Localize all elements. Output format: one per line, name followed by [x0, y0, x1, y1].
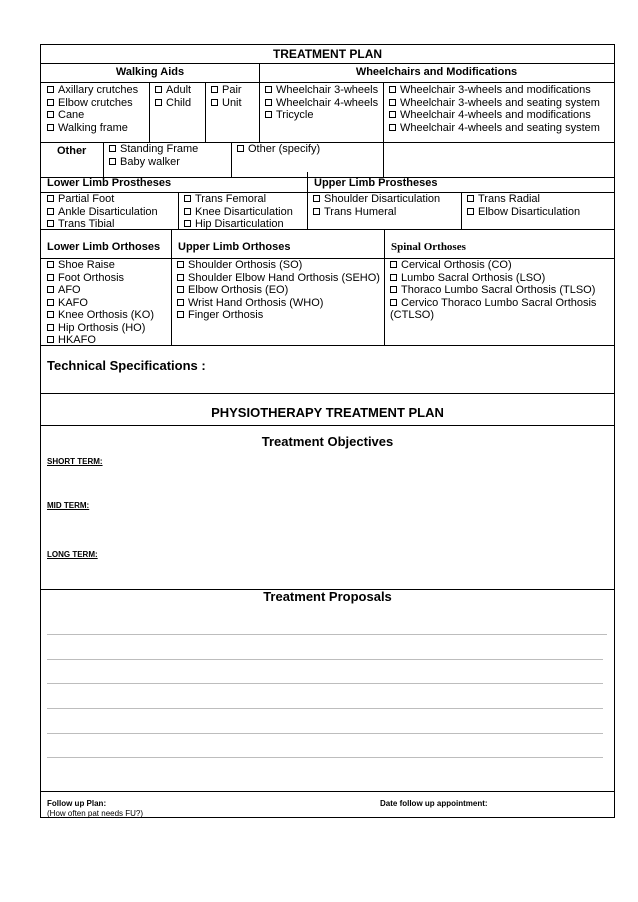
walking-aids-age [155, 84, 191, 109]
empty-checkbox-icon[interactable] [467, 195, 474, 202]
upper-limb-orthoses-list [177, 259, 380, 322]
empty-checkbox-icon[interactable] [47, 208, 54, 215]
empty-checkbox-icon[interactable] [177, 274, 184, 281]
empty-checkbox-icon[interactable] [265, 111, 272, 118]
option-wc4-seating[interactable]: Wheelchair 4-wheels and seating system [389, 122, 600, 135]
empty-checkbox-icon[interactable] [47, 336, 54, 343]
short-term-label: SHORT TERM: [47, 457, 103, 466]
empty-checkbox-icon[interactable] [177, 299, 184, 306]
option-knee-orthosis[interactable]: Knee Orthosis (KO) [47, 309, 154, 322]
option-ankle-disarticulation[interactable]: Ankle Disarticulation [47, 206, 158, 219]
empty-checkbox-icon[interactable] [47, 299, 54, 306]
wheelchair-modifications [389, 84, 600, 134]
option-cervical-orthosis[interactable]: Cervical Orthosis (CO) [390, 259, 596, 272]
treatment-objectives-title: Treatment Objectives [261, 434, 394, 449]
empty-checkbox-icon[interactable] [390, 299, 397, 306]
other-items [109, 143, 198, 168]
option-elbow-crutches[interactable]: Elbow crutches [47, 97, 138, 110]
empty-checkbox-icon[interactable] [390, 261, 397, 268]
empty-checkbox-icon[interactable] [109, 145, 116, 152]
empty-checkbox-icon[interactable] [177, 311, 184, 318]
option-child[interactable]: Child [155, 97, 191, 110]
option-wrist-hand-orthosis[interactable]: Wrist Hand Orthosis (WHO) [177, 297, 380, 310]
option-elbow-disarticulation[interactable]: Elbow Disarticulation [467, 206, 580, 219]
wheelchairs-header: Wheelchairs and Modifications [355, 66, 518, 78]
lower-limb-orthoses-list [47, 259, 154, 347]
empty-checkbox-icon[interactable] [47, 220, 54, 227]
empty-checkbox-icon[interactable] [184, 220, 191, 227]
option-wc4-modifications[interactable]: Wheelchair 4-wheels and modifications [389, 109, 600, 122]
lower-limb-prostheses-col2 [184, 193, 293, 231]
option-baby-walker[interactable]: Baby walker [109, 156, 198, 169]
option-hip-disarticulation[interactable]: Hip Disarticulation [184, 218, 293, 231]
walking-aids-types [47, 84, 138, 134]
option-walking-frame[interactable]: Walking frame [47, 122, 138, 135]
option-afo[interactable]: AFO [47, 284, 154, 297]
empty-checkbox-icon[interactable] [47, 286, 54, 293]
empty-checkbox-icon[interactable] [47, 99, 54, 106]
option-tricycle[interactable]: Tricycle [265, 109, 378, 122]
option-partial-foot[interactable]: Partial Foot [47, 193, 158, 206]
option-seho[interactable]: Shoulder Elbow Hand Orthosis (SEHO) [177, 272, 380, 285]
proposal-line[interactable] [47, 733, 603, 734]
empty-checkbox-icon[interactable] [184, 208, 191, 215]
option-unit[interactable]: Unit [211, 97, 242, 110]
empty-checkbox-icon[interactable] [211, 99, 218, 106]
upper-limb-prostheses-col1 [313, 193, 440, 218]
option-trans-radial[interactable]: Trans Radial [467, 193, 580, 206]
option-wheelchair-3-wheels[interactable]: Wheelchair 3-wheels [265, 84, 378, 97]
follow-up-plan-hint: (How often pat needs FU?) [47, 809, 144, 818]
treatment-proposals-title: Treatment Proposals [263, 589, 392, 604]
proposal-line[interactable] [47, 757, 603, 758]
option-trans-femoral[interactable]: Trans Femoral [184, 193, 293, 206]
option-ctlso[interactable]: Cervico Thoraco Lumbo Sacral Orthosis [390, 297, 596, 310]
option-wc3-seating[interactable]: Wheelchair 3-wheels and seating system [389, 97, 600, 110]
empty-checkbox-icon[interactable] [47, 311, 54, 318]
option-shoe-raise[interactable]: Shoe Raise [47, 259, 154, 272]
proposal-line[interactable] [47, 683, 603, 684]
follow-up-date-label: Date follow up appointment: [380, 799, 488, 808]
empty-checkbox-icon[interactable] [184, 195, 191, 202]
empty-checkbox-icon[interactable] [389, 86, 396, 93]
empty-checkbox-icon[interactable] [265, 86, 272, 93]
follow-up-plan-label: Follow up Plan: [47, 799, 107, 808]
long-term-label: LONG TERM: [47, 550, 98, 559]
empty-checkbox-icon[interactable] [237, 145, 244, 152]
lower-limb-prostheses-header: Lower Limb Prostheses [47, 177, 172, 189]
option-shoulder-disarticulation[interactable]: Shoulder Disarticulation [313, 193, 440, 206]
empty-checkbox-icon[interactable] [390, 286, 397, 293]
lower-limb-prostheses-col1 [47, 193, 158, 231]
option-standing-frame[interactable]: Standing Frame [109, 143, 198, 156]
option-trans-tibial[interactable]: Trans Tibial [47, 218, 158, 231]
option-wc3-modifications[interactable]: Wheelchair 3-wheels and modifications [389, 84, 600, 97]
option-elbow-orthosis[interactable]: Elbow Orthosis (EO) [177, 284, 380, 297]
option-wheelchair-4-wheels[interactable]: Wheelchair 4-wheels [265, 97, 378, 110]
upper-limb-orthoses-header: Upper Limb Orthoses [178, 241, 291, 253]
empty-checkbox-icon[interactable] [211, 86, 218, 93]
option-adult[interactable]: Adult [155, 84, 191, 97]
empty-checkbox-icon[interactable] [389, 124, 396, 131]
option-tlso[interactable]: Thoraco Lumbo Sacral Orthosis (TLSO) [390, 284, 596, 297]
walking-aids-header: Walking Aids [115, 66, 185, 78]
treatment-plan-form [40, 44, 615, 818]
option-axillary-crutches[interactable]: Axillary crutches [47, 84, 138, 97]
proposal-line[interactable] [47, 659, 603, 660]
option-hip-orthosis[interactable]: Hip Orthosis (HO) [47, 322, 154, 335]
option-shoulder-orthosis[interactable]: Shoulder Orthosis (SO) [177, 259, 380, 272]
upper-limb-prostheses-col2 [467, 193, 580, 218]
empty-checkbox-icon[interactable] [109, 158, 116, 165]
empty-checkbox-icon[interactable] [47, 274, 54, 281]
empty-checkbox-icon[interactable] [155, 86, 162, 93]
empty-checkbox-icon[interactable] [177, 286, 184, 293]
empty-checkbox-icon[interactable] [47, 324, 54, 331]
empty-checkbox-icon[interactable] [467, 208, 474, 215]
option-ctlso-abbrev: (CTLSO) [390, 309, 434, 321]
option-kafo[interactable]: KAFO [47, 297, 154, 310]
physiotherapy-title: PHYSIOTHERAPY TREATMENT PLAN [211, 405, 444, 420]
empty-checkbox-icon[interactable] [265, 99, 272, 106]
option-finger-orthosis[interactable]: Finger Orthosis [177, 309, 380, 322]
option-foot-orthosis[interactable]: Foot Orthosis [47, 272, 154, 285]
lower-limb-orthoses-header: Lower Limb Orthoses [47, 241, 161, 253]
proposal-line[interactable] [47, 708, 603, 709]
empty-checkbox-icon[interactable] [47, 86, 54, 93]
technical-specifications-label: Technical Specifications : [47, 358, 206, 373]
upper-limb-prostheses-header: Upper Limb Prostheses [314, 177, 438, 189]
option-pair[interactable]: Pair [211, 84, 242, 97]
spinal-orthoses-list [390, 259, 596, 322]
empty-checkbox-icon[interactable] [389, 99, 396, 106]
spinal-orthoses-header: Spinal Orthoses [391, 241, 466, 253]
empty-checkbox-icon[interactable] [177, 261, 184, 268]
empty-checkbox-icon[interactable] [313, 195, 320, 202]
empty-checkbox-icon[interactable] [155, 99, 162, 106]
walking-aids-quantity [211, 84, 242, 109]
empty-checkbox-icon[interactable] [47, 261, 54, 268]
empty-checkbox-icon[interactable] [389, 111, 396, 118]
option-hkafo[interactable]: HKAFO [47, 334, 154, 347]
empty-checkbox-icon[interactable] [390, 274, 397, 281]
form-title: TREATMENT PLAN [272, 47, 383, 61]
option-other-specify[interactable]: Other (specify) [237, 143, 320, 156]
empty-checkbox-icon[interactable] [47, 195, 54, 202]
other-label: Other [57, 145, 87, 157]
option-lso[interactable]: Lumbo Sacral Orthosis (LSO) [390, 272, 596, 285]
empty-checkbox-icon[interactable] [47, 124, 54, 131]
option-knee-disarticulation[interactable]: Knee Disarticulation [184, 206, 293, 219]
option-trans-humeral[interactable]: Trans Humeral [313, 206, 440, 219]
mid-term-label: MID TERM: [47, 501, 90, 510]
empty-checkbox-icon[interactable] [47, 111, 54, 118]
proposal-line[interactable] [47, 634, 607, 635]
wheelchair-types [265, 84, 378, 122]
option-cane[interactable]: Cane [47, 109, 138, 122]
empty-checkbox-icon[interactable] [313, 208, 320, 215]
